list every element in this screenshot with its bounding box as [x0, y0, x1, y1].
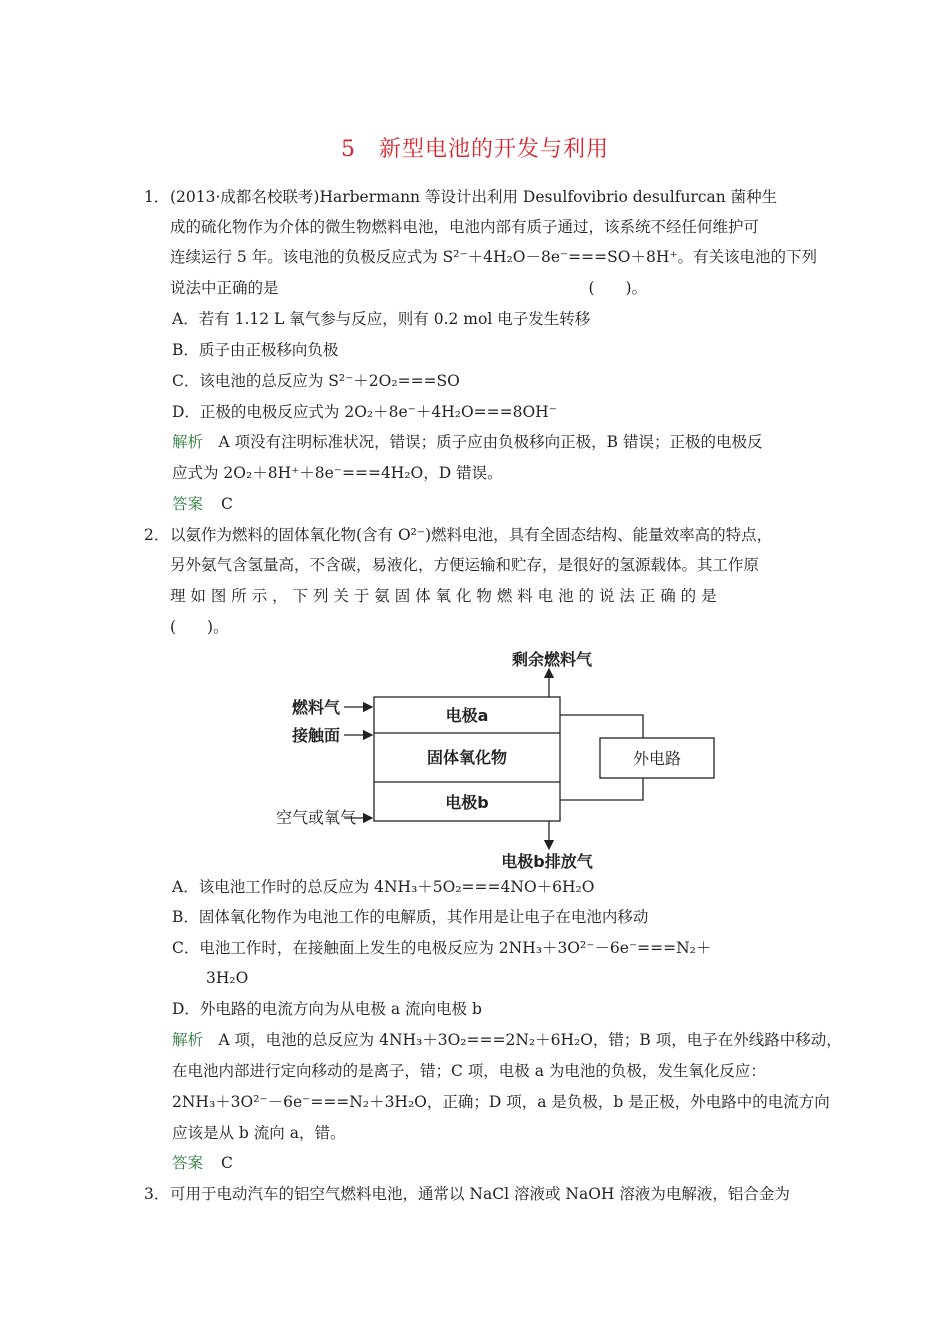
- question-1-line-3: 连续运行 5 年。该电池的负极反应式为 S²⁻＋4H₂O－8e⁻===SO＋8H⁺。有关该电池的下列: [170, 248, 818, 266]
- question-2-option-d: D．外电路的电流方向为从电极 a 流向电极 b: [172, 1000, 482, 1018]
- air-label: 空气或氧气: [275, 808, 356, 827]
- answer-label: 答案: [172, 1154, 204, 1172]
- analysis-text: A 项，电池的总反应为 4NH₃＋3O₂===2N₂＋6H₂O，错；B 项，电子在外线路中移动，: [218, 1031, 842, 1049]
- question-1-line-2: 成的硫化物作为介体的微生物燃料电池，电池内部有质子通过，该系统不经任何维护可: [170, 218, 760, 236]
- electrode-a-label: 电极a: [445, 706, 489, 725]
- electrode-b-label: 电极b: [445, 793, 489, 812]
- question-2-number: 2．: [144, 526, 170, 544]
- external-circuit-label: 外电路: [632, 749, 682, 768]
- question-2-analysis-3: 2NH₃＋3O²⁻－6e⁻===N₂＋3H₂O，正确；D 项，a 是负极，b 是正极，外电路中的电流方向: [172, 1093, 830, 1111]
- wire-top: [560, 715, 643, 738]
- question-1-analysis-2: 应式为 2O₂＋8H⁺＋8e⁻===4H₂O，D 错误。: [172, 464, 503, 482]
- answer-value: C: [221, 495, 233, 513]
- question-2-option-a: A．该电池工作时的总反应为 4NH₃＋5O₂===4NO＋6H₂O: [172, 878, 595, 896]
- question-2-analysis-2: 在电池内部进行定向移动的是离子，错；C 项，电极 a 为电池的负极，发生氧化反应：: [172, 1062, 766, 1080]
- top-outlet-label: 剩余燃料气: [511, 650, 593, 669]
- question-2-option-c-1: C．电池工作时，在接触面上发生的电极反应为 2NH₃＋3O²⁻－6e⁻===N₂＋: [172, 939, 712, 957]
- question-2-analysis-4: 应该是从 b 流向 a，错。: [172, 1124, 346, 1142]
- analysis-label: 解析: [172, 433, 204, 451]
- contact-label: 接触面: [291, 726, 340, 745]
- question-1-option-b: B．质子由正极移向负极: [172, 341, 339, 359]
- bottom-outlet-label: 电极b排放气: [501, 852, 593, 871]
- question-2-answer: [172, 1152, 233, 1174]
- question-2-option-c-2: 3H₂O: [206, 969, 249, 987]
- analysis-label: 解析: [172, 1031, 204, 1049]
- question-1-option-a: A．若有 1.12 L 氧气参与反应，则有 0.2 mol 电子发生转移: [172, 310, 591, 328]
- question-2-line-1: 以氨作为燃料的固体氧化物(含有 O²⁻)燃料电池，具有全固态结构、能量效率高的特点，: [170, 526, 773, 544]
- question-1-analysis-1: [172, 431, 762, 453]
- analysis-text: A 项没有注明标准状况，错误；质子应由负极移向正极，B 错误；正极的电极反: [218, 433, 763, 451]
- fuel-cell-diagram: [260, 645, 740, 875]
- question-1-option-d: D．正极的电极反应式为 2O₂＋8e⁻＋4H₂O===8OH⁻: [172, 403, 557, 421]
- page-title: 5 新型电池的开发与利用: [341, 137, 609, 162]
- question-3-line-1: 可用于电动汽车的铝空气燃料电池，通常以 NaCl 溶液或 NaOH 溶液为电解液，铝合金为: [170, 1185, 790, 1203]
- wire-bottom: [560, 778, 643, 800]
- question-2-line-2: 另外氨气含氢量高，不含碳，易液化，方便运输和贮存，是很好的氢源载体。其工作原: [170, 556, 760, 574]
- question-2-analysis-1: [172, 1029, 842, 1051]
- question-1-line-1: (2013·成都名校联考)Harbermann 等设计出利用 Desulfovibrio desulfurcan 菌种生: [170, 188, 778, 206]
- question-1-line-4: 说法中正确的是 ( )。: [170, 279, 648, 297]
- question-2-option-b: B．固体氧化物作为电池工作的电解质，其作用是让电子在电池内移动: [172, 908, 649, 926]
- question-2-line-3: 理 如 图 所 示 ， 下 列 关 于 氨 固 体 氧 化 物 燃 料 电 池 的 说 法 正 确 的 是: [170, 587, 717, 605]
- question-3-number: 3．: [144, 1185, 170, 1203]
- question-2-line-4: ( )。: [170, 618, 229, 636]
- solid-oxide-label: 固体氧化物: [426, 748, 508, 767]
- question-1-number: 1．: [144, 188, 170, 206]
- fuel-label: 燃料气: [291, 698, 340, 717]
- question-1-option-c: C．该电池的总反应为 S²⁻＋2O₂===SO: [172, 372, 460, 390]
- answer-label: 答案: [172, 495, 204, 513]
- answer-value: C: [221, 1154, 233, 1172]
- question-1-answer: [172, 493, 233, 515]
